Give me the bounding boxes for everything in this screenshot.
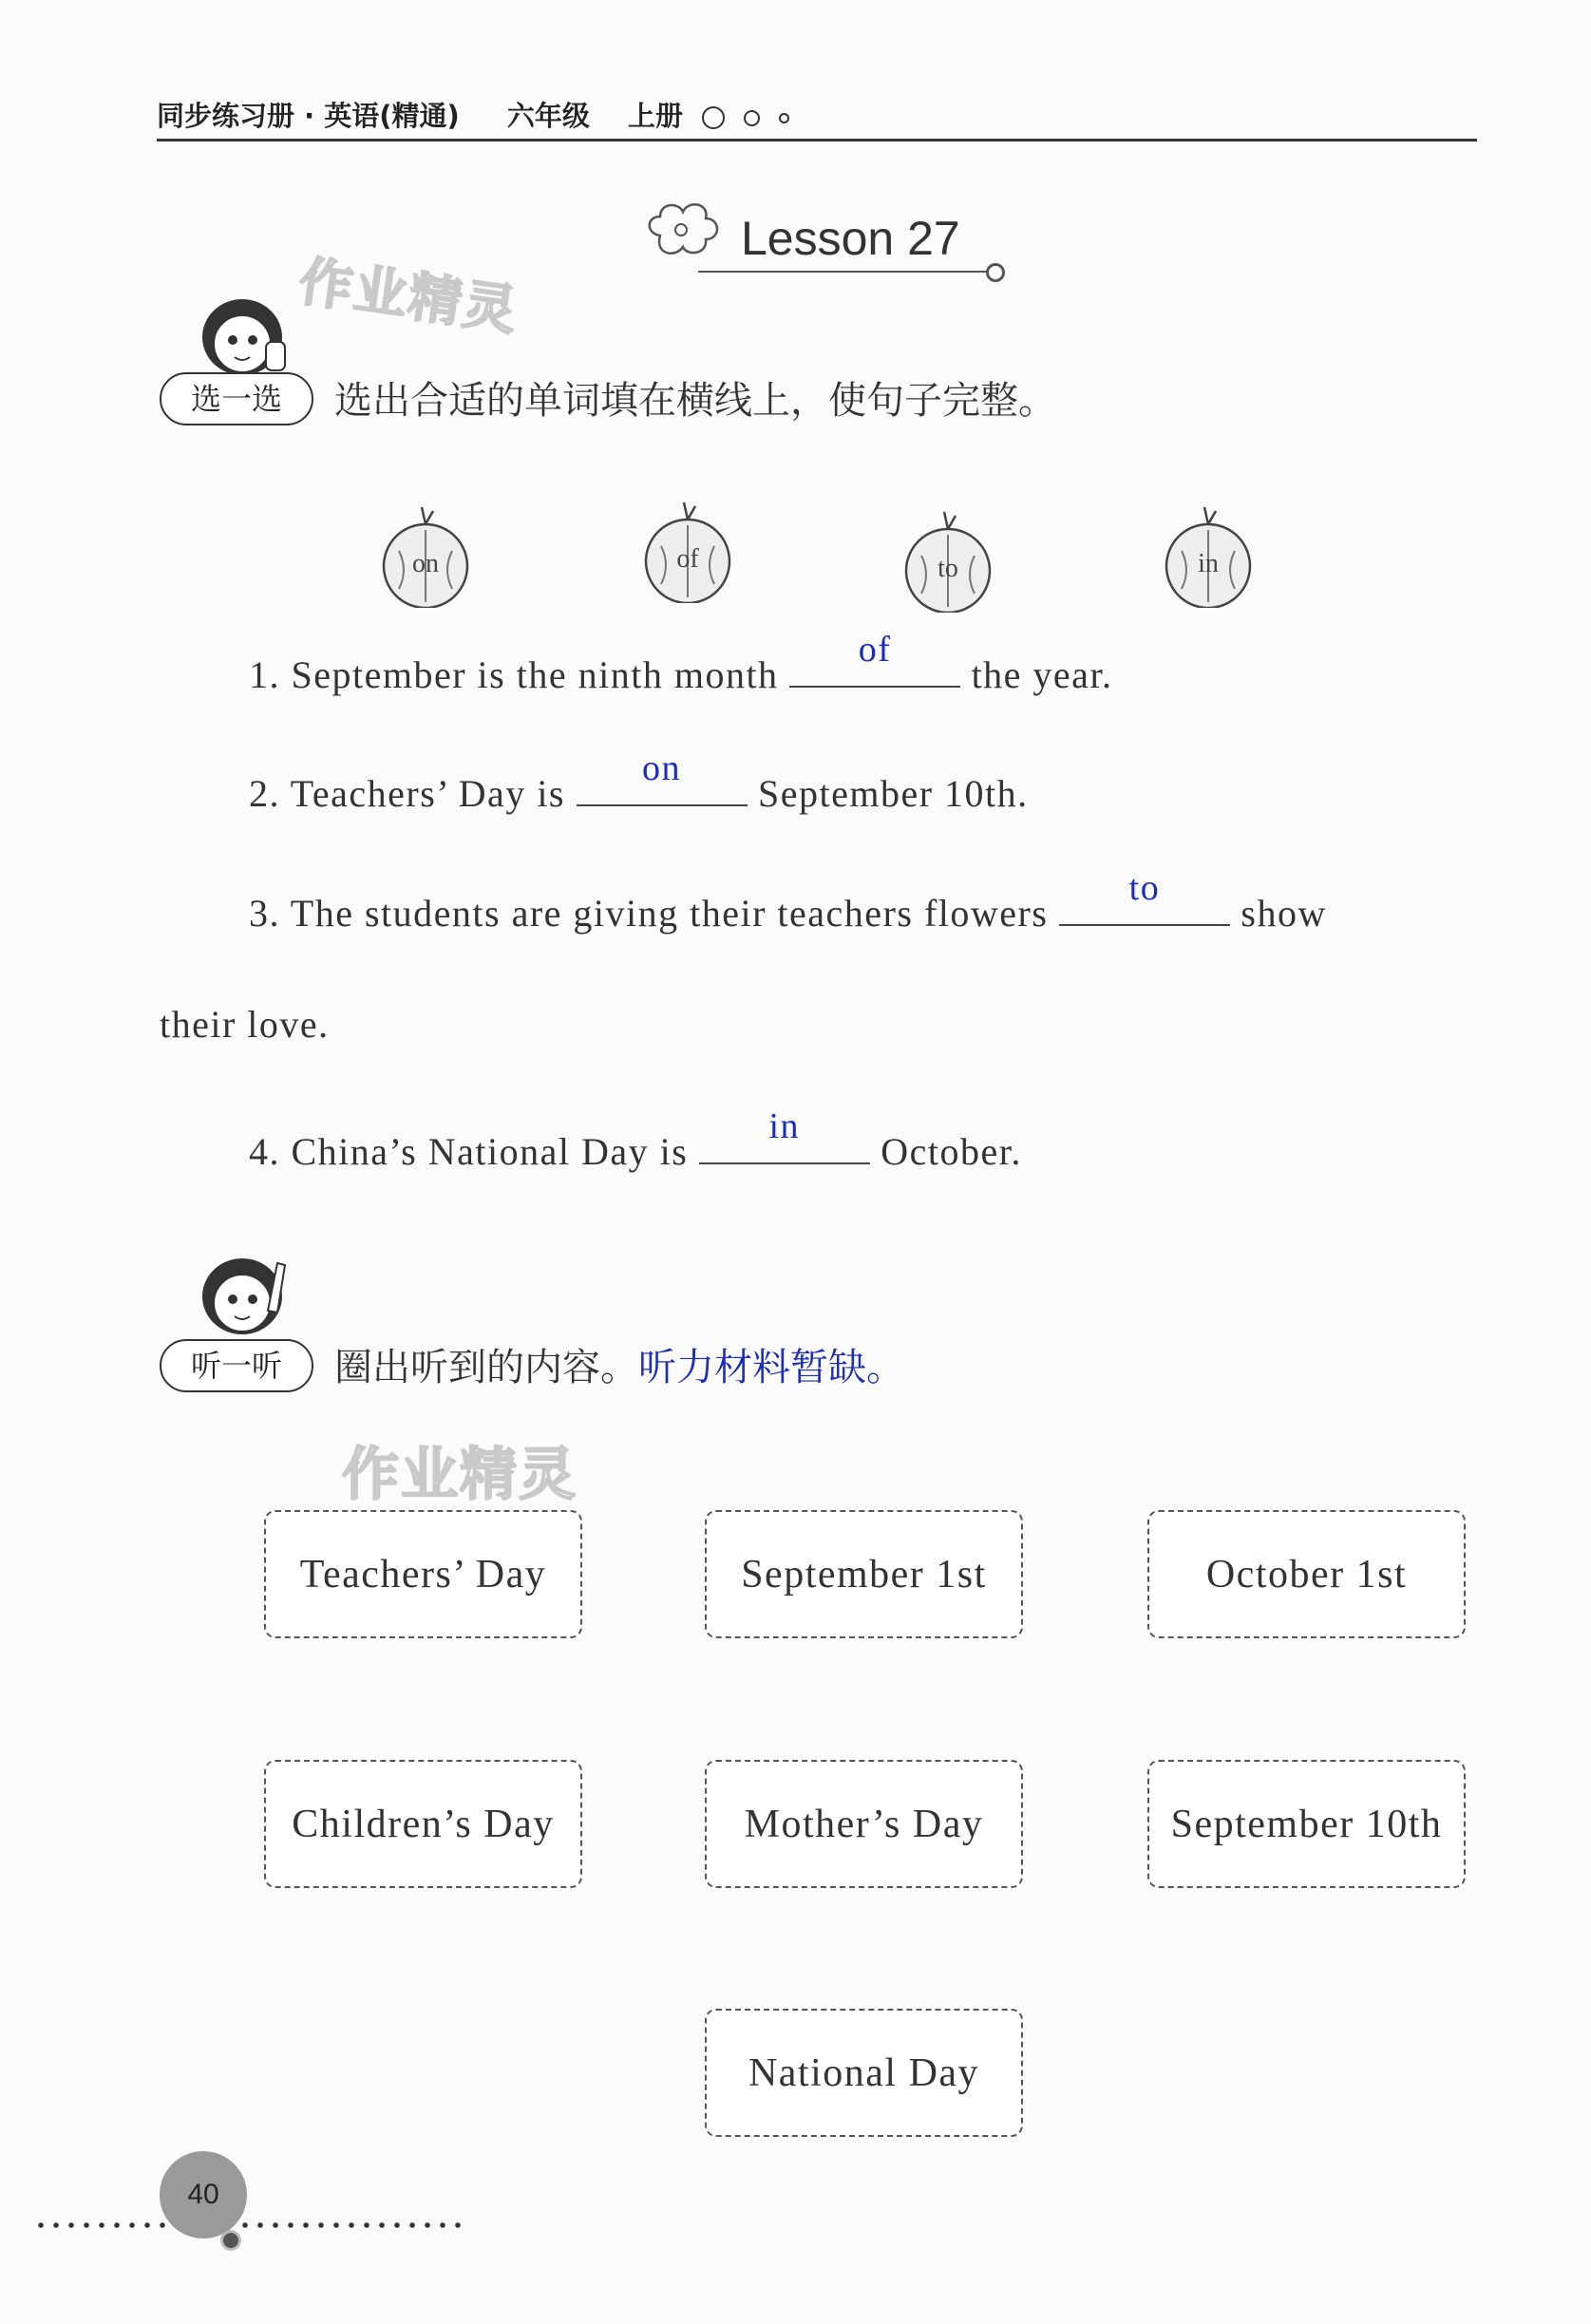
circle-icon <box>702 106 725 129</box>
question-text: 3. The students are giving their teachers flowers <box>249 892 1049 935</box>
answer-text: to <box>1128 868 1161 908</box>
question-3 <box>249 868 1327 935</box>
question-text: the year. <box>971 653 1113 696</box>
circle-icon <box>744 110 760 126</box>
answer-blank[interactable] <box>699 1106 870 1164</box>
answer-blank[interactable] <box>1059 868 1230 926</box>
question-text: September 10th. <box>758 772 1029 815</box>
option-label: to <box>938 554 958 583</box>
option-label: on <box>412 549 439 578</box>
question-1 <box>249 630 1113 697</box>
option-fruit-of <box>642 499 733 603</box>
flower-cloud-icon <box>641 198 727 264</box>
lesson-title: Lesson 27 <box>741 212 960 265</box>
answer-text: on <box>642 748 681 788</box>
question-4 <box>249 1106 1022 1174</box>
section1-instruction: 选出合适的单词填在横线上，使句子完整。 <box>334 379 1056 423</box>
watermark: 作业精灵 <box>294 251 522 343</box>
grade-label: 六年级 <box>506 100 590 132</box>
footer-dot <box>220 2230 241 2251</box>
circle-icon <box>779 113 789 123</box>
answer-blank[interactable] <box>577 748 748 806</box>
question-text: show <box>1241 892 1327 935</box>
page-header <box>157 95 1477 142</box>
section2-instruction <box>334 1337 904 1391</box>
question-2 <box>249 748 1029 816</box>
option-fruit-on <box>380 503 471 608</box>
answer-card[interactable]: September 10th <box>1147 1760 1466 1888</box>
answer-card[interactable]: Teachers’ Day <box>264 1510 582 1638</box>
section-badge-listen: 听一听 <box>160 1339 313 1392</box>
answer-card[interactable]: Children’s Day <box>264 1760 582 1888</box>
section-badge-choose: 选一选 <box>160 372 313 425</box>
answer-text: in <box>768 1106 801 1146</box>
girl-mascot-icon <box>190 285 294 380</box>
title-dot <box>986 263 1005 282</box>
instruction-text: 圈出听到的内容。 <box>334 1346 638 1389</box>
answer-card[interactable]: September 1st <box>705 1510 1023 1638</box>
answer-card[interactable]: October 1st <box>1147 1510 1466 1638</box>
question-text: October. <box>881 1130 1022 1173</box>
option-fruit-in <box>1163 503 1254 608</box>
girl-mascot-icon <box>190 1244 294 1339</box>
volume-label: 上册 <box>627 100 683 132</box>
page-number: 40 <box>160 2151 247 2239</box>
book-title: 同步练习册 · 英语(精通) <box>157 100 460 132</box>
missing-audio-note: 听力材料暂缺。 <box>638 1346 904 1389</box>
option-fruit-to <box>902 508 994 613</box>
title-underline <box>698 271 993 273</box>
question-text: 1. September is the ninth month <box>249 653 779 696</box>
answer-text: of <box>858 630 892 670</box>
question-text: 4. China’s National Day is <box>249 1130 689 1173</box>
option-label: in <box>1198 549 1219 578</box>
answer-blank[interactable] <box>789 630 960 688</box>
option-label: of <box>676 544 699 574</box>
answer-card[interactable]: National Day <box>705 2009 1023 2137</box>
footer-dots <box>237 2222 461 2228</box>
watermark: 作业精灵 <box>342 1442 578 1508</box>
answer-card[interactable]: Mother’s Day <box>705 1760 1023 1888</box>
question-text: 2. Teachers’ Day is <box>249 772 565 815</box>
question-3-continuation: their love. <box>160 1003 330 1046</box>
